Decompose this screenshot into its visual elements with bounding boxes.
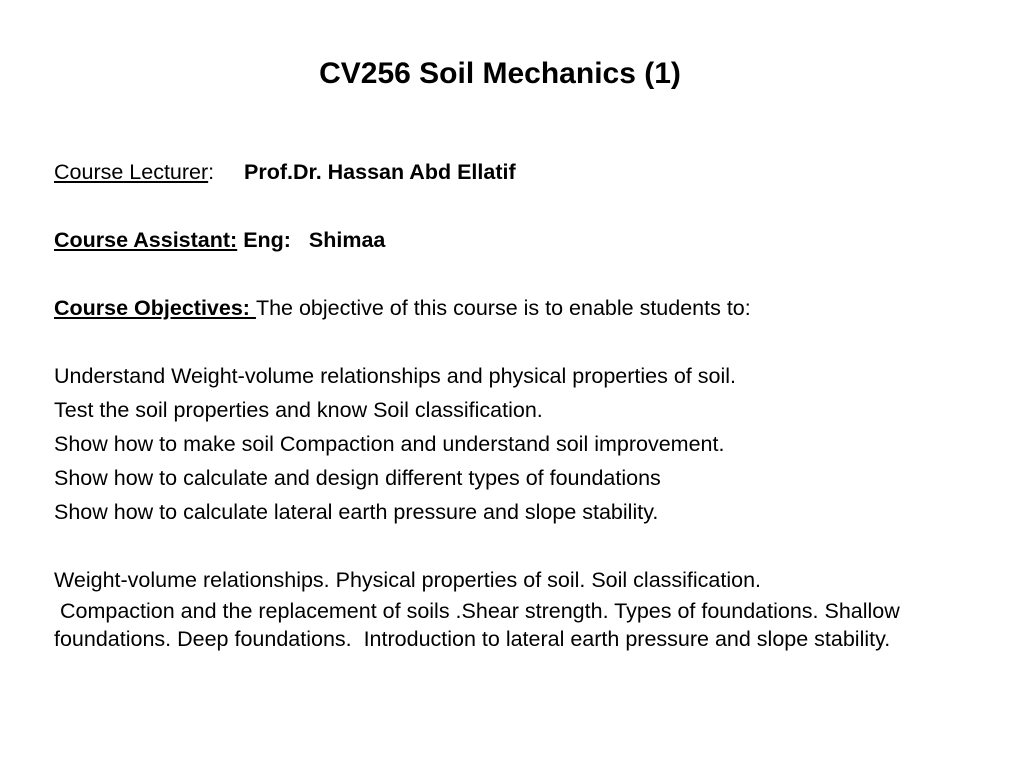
spacer: [54, 189, 984, 223]
slide-title: CV256 Soil Mechanics (1): [319, 57, 681, 90]
lecturer-line: [54, 155, 984, 189]
objectives-label: Course Objectives:: [54, 296, 256, 320]
spacer: [54, 257, 984, 291]
lecturer-name: Prof.Dr. Hassan Abd Ellatif: [244, 160, 516, 184]
contents-paragraph: [54, 597, 984, 653]
contents-text: Compaction and the replacement of soils .Shear strength. Types of foundations. Shallow foundations. Deep foundations. Introduction to lateral earth pressure and slope stability.: [54, 599, 906, 651]
contents-line: Weight-volume relationships. Physical properties of soil. Soil classification.: [54, 568, 762, 592]
objective-item: Show how to calculate lateral earth pressure and slope stability.: [54, 500, 659, 524]
spacer: [54, 529, 984, 563]
lecturer-colon: :: [208, 160, 215, 184]
assistant-name: Eng: Shimaa: [243, 228, 386, 252]
objective-item: Understand Weight-volume relationships and physical properties of soil.: [54, 364, 736, 388]
objective-item: Show how to make soil Compaction and understand soil improvement.: [54, 432, 725, 456]
objectives-intro: The objective of this course is to enable students to:: [255, 296, 751, 320]
objective-item: Show how to calculate and design different types of foundations: [54, 466, 661, 490]
slide-content: [54, 155, 984, 653]
objective-item: Test the soil properties and know Soil classification.: [54, 398, 543, 422]
assistant-line: [54, 223, 984, 257]
assistant-label: Course Assistant:: [54, 228, 238, 252]
objectives-line: [54, 291, 984, 325]
spacer: [54, 325, 984, 359]
lecturer-label: Course Lecturer: [54, 160, 209, 184]
